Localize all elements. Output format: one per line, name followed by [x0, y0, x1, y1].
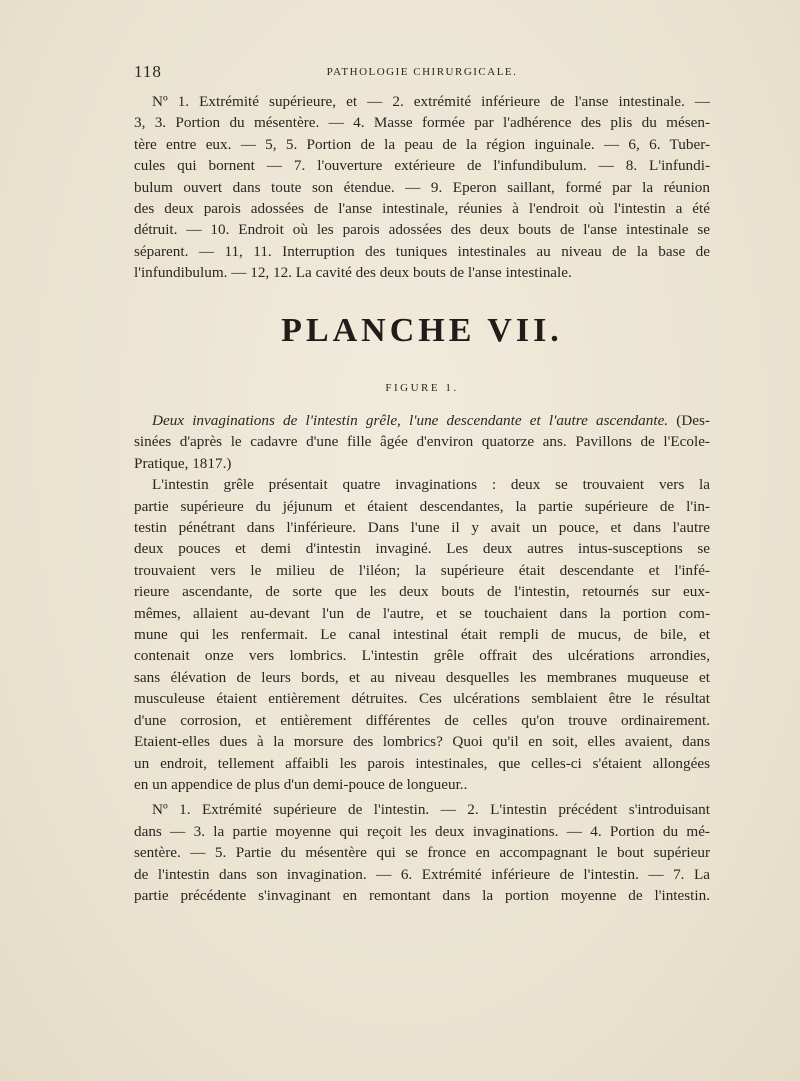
legend-line: tère entre eux. — 5, 5. Portion de la peau de la région inguinale. — 6, 6. Tuber- [134, 135, 710, 153]
legend-line: des deux parois adossées de l'anse intestinale, réunies à l'endroit où l'intestin a été [134, 200, 710, 218]
figure-legend-line: sentère. — 5. Partie du mésentère qui se fronce en accompagnant le bout supérieur [134, 844, 710, 862]
page-number: 118 [134, 62, 162, 81]
figure-legend-line: de l'intestin dans son invagination. — 6. Extrémité inférieure de l'intestin. — 7. La [134, 865, 710, 883]
legend-line: l'infundibulum. — 12, 12. La cavité des deux bouts de l'anse intestinale. [134, 264, 572, 282]
plate-vi-legend [134, 91, 710, 284]
caption-italic: Deux invaginations de l'intestin grêle, l'une descendante et l'autre ascendante. [152, 412, 669, 429]
description-line: en un appendice de plus d'un demi-pouce de longueur.. [134, 775, 468, 793]
description-line: mune qui les renfermait. Le canal intestinal était rempli de mucus, de bile, et [134, 626, 710, 644]
description-line: sans élévation de leurs bords, et au niveau desquelles les membranes muqueuse et [134, 668, 710, 686]
description-line: mêmes, allaient au-devant l'un de l'autre, et se touchaient dans la portion com- [134, 604, 710, 622]
planche-title: PLANCHE VII. [281, 312, 563, 349]
description-line: musculeuse étaient entièrement détruites. Ces ulcérations semblaient être le résultat [134, 690, 710, 708]
legend-line: séparent. — 11, 11. Interruption des tuniques intestinales au niveau de la base de [134, 242, 710, 260]
description-line: deux pouces et demi d'intestin invaginé. Les deux autres intus-susceptions se [134, 540, 710, 558]
figure-legend-line: partie précédente s'invaginant en remontant dans la portion moyenne de l'intestin. [134, 886, 710, 904]
caption-rest: (Des- [668, 412, 710, 429]
description-line: Etaient-elles dues à la morsure des lombrics? Quoi qu'il en soit, elles avaient, dans [134, 733, 710, 751]
legend-line: cules qui bornent — 7. l'ouverture extérieure de l'infundibulum. — 8. L'infundi- [134, 157, 710, 175]
description-line: testin pénétrant dans l'inférieure. Dans l'une il y avait un pouce, et dans l'autre [134, 519, 710, 537]
legend-line: Nº 1. Extrémité supérieure, et — 2. extrémité inférieure de l'anse intestinale. — [152, 93, 710, 110]
caption-line [134, 410, 710, 431]
description-line: d'une corrosion, et entièrement différentes de celles qu'on trouve ordinairement. [134, 711, 710, 729]
caption-line: Pratique, 1817.) [134, 454, 232, 472]
legend-line: détruit. — 10. Endroit où les parois adossées des deux bouts de l'anse intestinale se [134, 221, 710, 239]
page-header [134, 62, 710, 84]
legend-line: 3, 3. Portion du mésentère. — 4. Masse formée par l'adhérence des plis du mésen- [134, 114, 710, 132]
description-line: contenait onze vers lombrics. L'intestin grêle offrait des ulcérations arrondies, [134, 647, 710, 665]
description-line: partie supérieure du jéjunum et étaient descendantes, la partie supérieure de l'in- [134, 497, 710, 515]
description-line: rieure ascendante, de sorte que les deux bouts de l'intestin, retournés sur eux- [134, 583, 710, 601]
figure-legend-line: Nº 1. Extrémité supérieure de l'intestin. — 2. L'intestin précédent s'introduisant [152, 801, 710, 819]
running-head: PATHOLOGIE CHIRURGICALE. [326, 66, 518, 78]
description-line: L'intestin grêle présentait quatre invaginations : deux se trouvaient vers la [152, 476, 710, 494]
description-line: un endroit, tellement affaibli les parois intestinales, que celles-ci s'étaient allongées [134, 754, 710, 772]
legend-line: bulum ouvert dans toute son étendue. — 9. Eperon saillant, formé par la réunion [134, 178, 710, 196]
figure-legend-line: dans — 3. la partie moyenne qui reçoit les deux invaginations. — 4. Portion du mé- [134, 822, 710, 840]
figure-1-text [134, 410, 710, 906]
figure-label: FIGURE 1. [385, 382, 459, 394]
description-line: trouvaient vers le milieu de l'iléon; la supérieure était descendante et l'infé- [134, 561, 710, 579]
caption-line: sinées d'après le cadavre d'une fille âgée d'environ quatorze ans. Pavillons de l'Ecole- [134, 433, 710, 451]
